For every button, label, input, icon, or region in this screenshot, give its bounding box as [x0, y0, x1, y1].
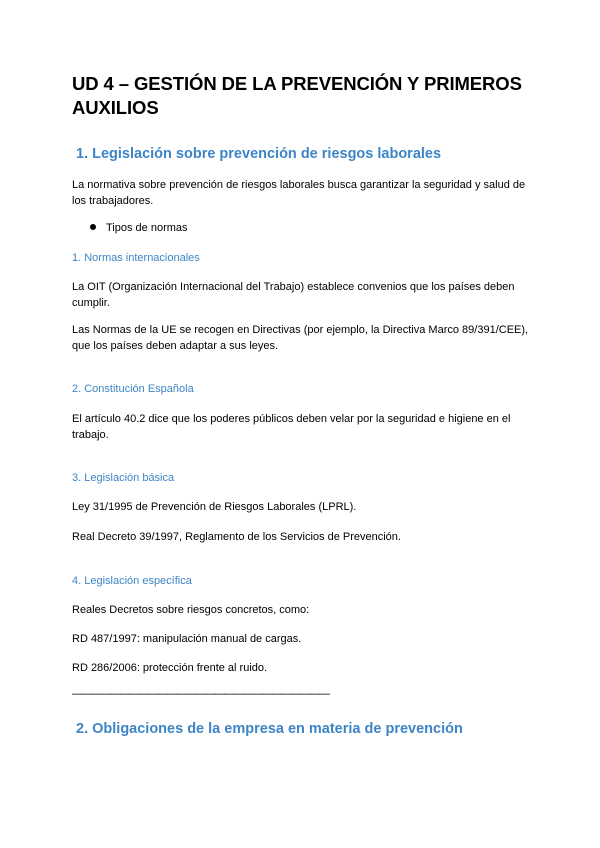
subsection-3-paragraph-1: Ley 31/1995 de Prevención de Riesgos Laborales (LPRL).: [72, 501, 357, 513]
subsection-1-heading: 1. Normas internacionales: [72, 252, 200, 264]
section-2-heading: 2. Obligaciones de la empresa en materia de prevención: [76, 721, 463, 737]
subsection-4-paragraph-2: RD 487/1997: manipulación manual de cargas.: [72, 633, 302, 645]
section-1-heading: 1. Legislación sobre prevención de riesgos laborales: [76, 146, 442, 162]
subsection-4-paragraph-1: Reales Decretos sobre riesgos concretos, como:: [72, 604, 310, 616]
document-title: UD 4 – GESTIÓN DE LA PREVENCIÓN Y PRIMEROS AUXILIOS: [72, 73, 522, 118]
bullet-item: [90, 221, 188, 235]
bullet-text: Tipos de normas: [106, 222, 188, 234]
subsection-3-paragraph-2: Real Decreto 39/1997, Reglamento de los Servicios de Prevención.: [72, 531, 401, 543]
bullet-dot-icon: [90, 224, 96, 230]
section-1-intro: La normativa sobre prevención de riesgos laborales busca garantizar la seguridad y salud de los trabajadores.: [72, 179, 526, 207]
subsection-2-heading: 2. Constitución Española: [72, 383, 194, 395]
subsection-1-paragraph-2: Las Normas de la UE se recogen en Directivas (por ejemplo, la Directiva Marco 89/391/CEE), que los países deben adaptar a sus leyes.: [72, 324, 529, 352]
subsection-3-heading: 3. Legislación básica: [72, 472, 175, 484]
subsection-2-paragraph-1: El artículo 40.2 dice que los poderes públicos deben velar por la seguridad e higiene en el trabajo.: [72, 413, 511, 441]
subsection-4-paragraph-3: RD 286/2006: protección frente al ruido.: [72, 662, 268, 674]
subsection-4-heading: 4. Legislación específica: [72, 575, 192, 587]
subsection-1-paragraph-1: La OIT (Organización Internacional del Trabajo) establece convenios que los países deben cumplir.: [72, 281, 515, 309]
section-separator: ———————————————————————————: [72, 688, 329, 700]
